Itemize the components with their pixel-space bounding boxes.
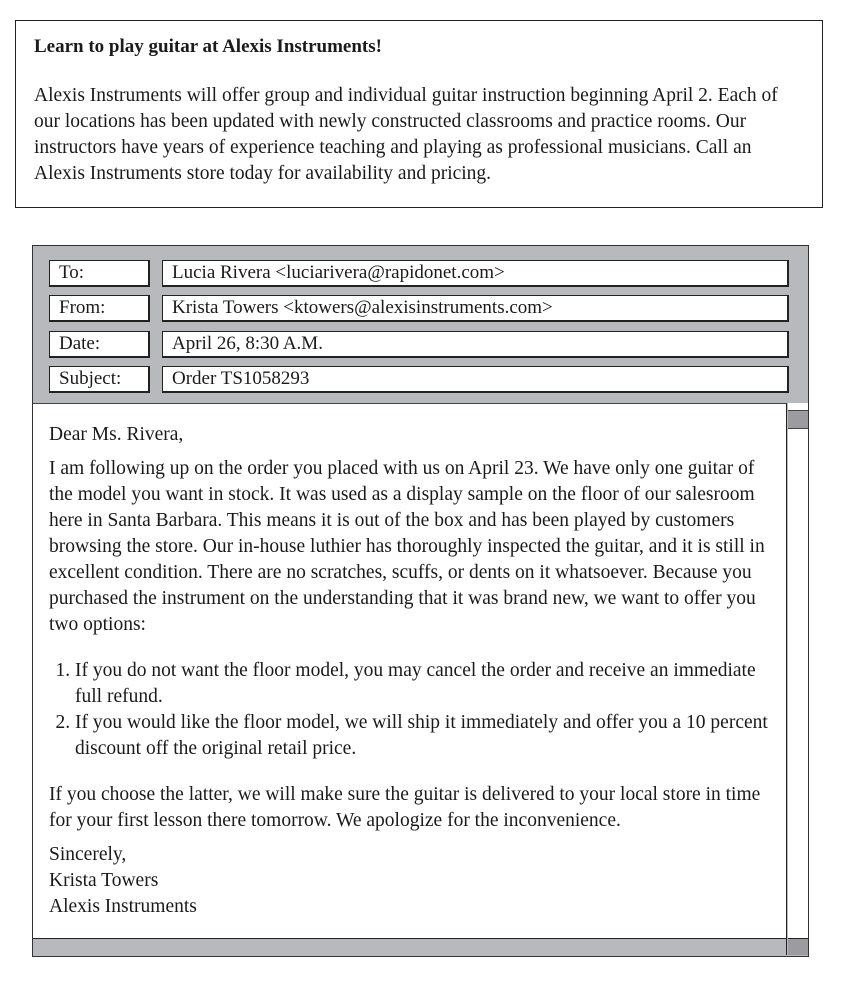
header-row-subject — [49, 366, 789, 393]
email-window — [32, 245, 809, 957]
subject-field[interactable]: Order TS1058293 — [162, 366, 789, 393]
body-paragraph-1: I am following up on the order you placed with us on April 23. We have only one guitar of the model you want in stock. It was used as a display sample on the floor of our salesroom here in Santa Barbara. This means it is out of the box and has been played by customers browsing the store. Our in-house luthier has thoroughly inspected the guitar, and it is still in excellent condition. There are no scratches, scuffs, or dents on it whatsoever. Because you purchased the instrument on the understanding that it was brand new, we want to offer you two options: — [49, 458, 765, 635]
vertical-scrollbar[interactable] — [788, 403, 808, 938]
notice-body: Alexis Instruments will offer group and individual guitar instruction beginning April 2. Each of our locations has been updated with newly constructed classrooms and practice rooms. Our instructors have years of experience teaching and playing as professional musicians. Call an Alexis Instruments store today for availability and pricing. — [34, 85, 778, 184]
header-row-date — [49, 331, 789, 358]
option-item: 1. If you do not want the floor model, you may cancel the order and receive an immediate full refund. — [75, 658, 770, 710]
signature-company: Alexis Instruments — [49, 896, 197, 917]
to-label: To: — [49, 260, 150, 287]
email-body — [33, 403, 787, 938]
date-field[interactable]: April 26, 8:30 A.M. — [162, 331, 789, 358]
from-field[interactable]: Krista Towers <ktowers@alexisinstruments.com> — [162, 295, 789, 322]
scroll-up-arrow[interactable] — [788, 403, 808, 411]
from-label: From: — [49, 295, 150, 322]
notice-box — [15, 20, 823, 208]
options-list — [49, 658, 770, 762]
body-paragraph-2: If you choose the latter, we will make sure the guitar is delivered to your local store in time for your first lesson there tomorrow. We apologize for the inconvenience. — [49, 784, 761, 831]
greeting: Dear Ms. Rivera, — [49, 424, 184, 445]
scroll-thumb[interactable] — [788, 411, 808, 429]
header-row-from — [49, 295, 789, 322]
option-item: 2. If you would like the floor model, we will ship it immediately and offer you a 10 percent discount off the original retail price. — [75, 710, 770, 762]
closing: Sincerely, — [49, 844, 127, 865]
to-field[interactable]: Lucia Rivera <luciarivera@rapidonet.com> — [162, 260, 789, 287]
signature-name: Krista Towers — [49, 870, 159, 891]
horizontal-scrollbar[interactable] — [33, 938, 787, 955]
notice-title: Learn to play guitar at Alexis Instruments! — [34, 36, 382, 57]
header-row-to — [49, 260, 789, 287]
date-label: Date: — [49, 331, 150, 358]
subject-label: Subject: — [49, 366, 150, 393]
scrollbar-corner — [788, 938, 808, 955]
